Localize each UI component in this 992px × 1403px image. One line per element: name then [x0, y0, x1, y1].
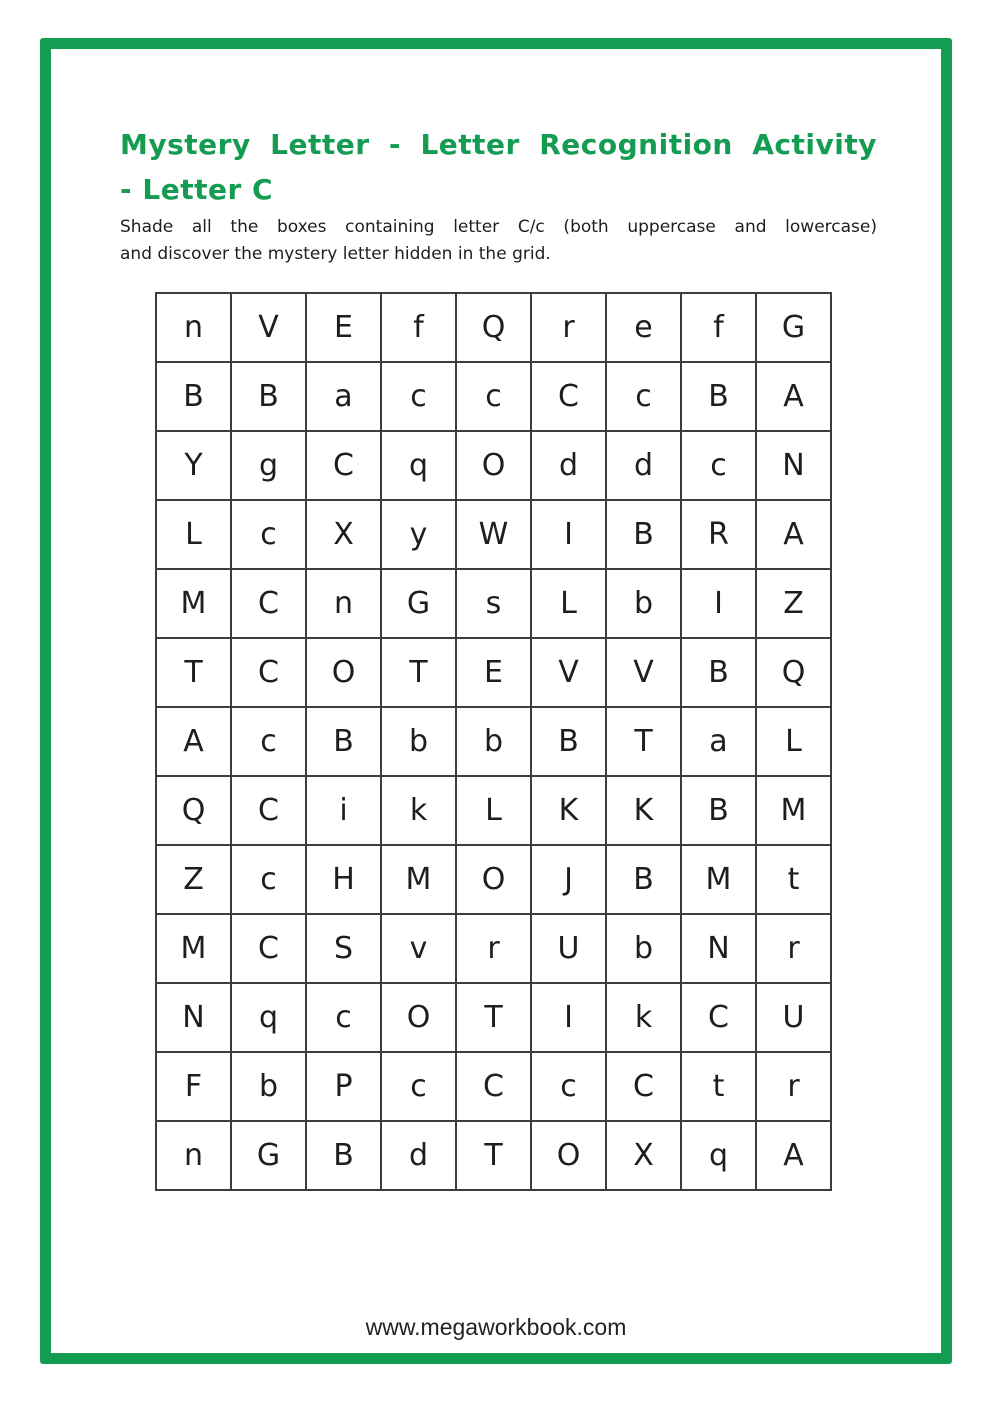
instructions-line-2: and discover the mystery letter hidden in the grid.: [120, 244, 551, 265]
grid-cell[interactable]: c: [381, 1052, 456, 1121]
grid-cell[interactable]: c: [456, 362, 531, 431]
grid-cell[interactable]: C: [456, 1052, 531, 1121]
grid-cell[interactable]: V: [606, 638, 681, 707]
grid-cell[interactable]: L: [531, 569, 606, 638]
grid-cell[interactable]: M: [756, 776, 831, 845]
grid-cell[interactable]: I: [681, 569, 756, 638]
grid-cell[interactable]: y: [381, 500, 456, 569]
grid-cell[interactable]: i: [306, 776, 381, 845]
grid-cell[interactable]: O: [381, 983, 456, 1052]
footer-url: www.megaworkbook.com: [365, 1314, 627, 1340]
grid-cell[interactable]: A: [756, 500, 831, 569]
grid-cell[interactable]: B: [606, 500, 681, 569]
grid-cell[interactable]: B: [306, 1121, 381, 1190]
grid-cell[interactable]: A: [756, 362, 831, 431]
grid-cell[interactable]: T: [606, 707, 681, 776]
grid-cell[interactable]: X: [306, 500, 381, 569]
grid-cell[interactable]: C: [606, 1052, 681, 1121]
grid-cell[interactable]: A: [756, 1121, 831, 1190]
grid-cell[interactable]: Y: [156, 431, 231, 500]
grid-cell[interactable]: Q: [156, 776, 231, 845]
grid-cell[interactable]: N: [756, 431, 831, 500]
page-title-line-1: Mystery Letter - Letter Recognition Activity: [120, 128, 877, 161]
grid-cell[interactable]: L: [756, 707, 831, 776]
grid-cell[interactable]: M: [381, 845, 456, 914]
grid-cell[interactable]: t: [756, 845, 831, 914]
grid-cell[interactable]: B: [531, 707, 606, 776]
grid-cell[interactable]: M: [156, 914, 231, 983]
grid-cell[interactable]: B: [681, 362, 756, 431]
grid-cell[interactable]: v: [381, 914, 456, 983]
grid-cell[interactable]: t: [681, 1052, 756, 1121]
grid-cell[interactable]: n: [306, 569, 381, 638]
grid-cell[interactable]: r: [456, 914, 531, 983]
grid-cell[interactable]: f: [681, 293, 756, 362]
grid-cell[interactable]: d: [381, 1121, 456, 1190]
grid-cell[interactable]: a: [681, 707, 756, 776]
grid-cell[interactable]: Q: [756, 638, 831, 707]
grid-cell[interactable]: U: [531, 914, 606, 983]
grid-cell[interactable]: T: [156, 638, 231, 707]
page-title-line-2: - Letter C: [120, 173, 274, 207]
grid-cell[interactable]: b: [606, 569, 681, 638]
grid-cell[interactable]: A: [156, 707, 231, 776]
grid-cell[interactable]: B: [681, 776, 756, 845]
grid-cell[interactable]: E: [456, 638, 531, 707]
grid-cell[interactable]: O: [456, 431, 531, 500]
grid-cell[interactable]: c: [306, 983, 381, 1052]
grid-cell[interactable]: P: [306, 1052, 381, 1121]
grid-cell[interactable]: g: [231, 431, 306, 500]
grid-cell[interactable]: c: [381, 362, 456, 431]
grid-cell[interactable]: k: [381, 776, 456, 845]
grid-cell[interactable]: V: [231, 293, 306, 362]
grid-cell[interactable]: K: [531, 776, 606, 845]
grid-cell[interactable]: I: [531, 983, 606, 1052]
grid-cell[interactable]: B: [606, 845, 681, 914]
grid-cell[interactable]: n: [156, 1121, 231, 1190]
grid-cell[interactable]: c: [606, 362, 681, 431]
grid-cell[interactable]: U: [756, 983, 831, 1052]
grid-cell[interactable]: O: [456, 845, 531, 914]
grid-cell[interactable]: Q: [456, 293, 531, 362]
grid-cell[interactable]: c: [681, 431, 756, 500]
grid-cell[interactable]: O: [306, 638, 381, 707]
grid-cell[interactable]: H: [306, 845, 381, 914]
grid-cell[interactable]: k: [606, 983, 681, 1052]
grid-cell[interactable]: N: [156, 983, 231, 1052]
grid-cell[interactable]: q: [381, 431, 456, 500]
grid-cell[interactable]: f: [381, 293, 456, 362]
grid-cell[interactable]: G: [381, 569, 456, 638]
grid-cell[interactable]: E: [306, 293, 381, 362]
grid-cell[interactable]: F: [156, 1052, 231, 1121]
grid-cell[interactable]: T: [456, 983, 531, 1052]
grid-cell[interactable]: s: [456, 569, 531, 638]
grid-cell[interactable]: X: [606, 1121, 681, 1190]
instructions-text: [120, 214, 877, 268]
grid-cell[interactable]: T: [456, 1121, 531, 1190]
grid-cell[interactable]: N: [681, 914, 756, 983]
instructions-line-1: Shade all the boxes containing letter C/c (both uppercase and lowercase): [120, 217, 877, 237]
grid-cell[interactable]: Z: [756, 569, 831, 638]
grid-cell[interactable]: T: [381, 638, 456, 707]
grid-cell[interactable]: M: [156, 569, 231, 638]
grid-cell[interactable]: W: [456, 500, 531, 569]
grid-cell[interactable]: L: [456, 776, 531, 845]
grid-cell[interactable]: G: [756, 293, 831, 362]
grid-cell[interactable]: V: [531, 638, 606, 707]
grid-cell[interactable]: I: [531, 500, 606, 569]
grid-cell[interactable]: e: [606, 293, 681, 362]
grid-cell[interactable]: J: [531, 845, 606, 914]
grid-cell[interactable]: G: [231, 1121, 306, 1190]
grid-cell[interactable]: B: [681, 638, 756, 707]
grid-cell[interactable]: R: [681, 500, 756, 569]
grid-cell[interactable]: C: [231, 776, 306, 845]
grid-cell[interactable]: K: [606, 776, 681, 845]
grid-cell[interactable]: d: [606, 431, 681, 500]
grid-cell[interactable]: C: [681, 983, 756, 1052]
grid-cell[interactable]: b: [381, 707, 456, 776]
grid-cell[interactable]: q: [681, 1121, 756, 1190]
grid-cell[interactable]: r: [756, 914, 831, 983]
grid-cell[interactable]: c: [231, 845, 306, 914]
grid-cell[interactable]: b: [456, 707, 531, 776]
grid-cell[interactable]: r: [756, 1052, 831, 1121]
grid-cell[interactable]: B: [156, 362, 231, 431]
grid-cell[interactable]: C: [231, 638, 306, 707]
grid-cell[interactable]: d: [531, 431, 606, 500]
grid-cell[interactable]: a: [306, 362, 381, 431]
grid-cell[interactable]: S: [306, 914, 381, 983]
grid-cell[interactable]: L: [156, 500, 231, 569]
grid-cell[interactable]: c: [531, 1052, 606, 1121]
letter-grid: [155, 292, 832, 1191]
grid-cell[interactable]: C: [231, 914, 306, 983]
grid-cell[interactable]: c: [231, 500, 306, 569]
grid-cell[interactable]: C: [231, 569, 306, 638]
grid-cell[interactable]: n: [156, 293, 231, 362]
grid-cell[interactable]: O: [531, 1121, 606, 1190]
grid-cell[interactable]: M: [681, 845, 756, 914]
grid-cell[interactable]: b: [231, 1052, 306, 1121]
grid-cell[interactable]: B: [231, 362, 306, 431]
grid-cell[interactable]: q: [231, 983, 306, 1052]
grid-cell[interactable]: Z: [156, 845, 231, 914]
grid-cell[interactable]: C: [531, 362, 606, 431]
grid-cell[interactable]: B: [306, 707, 381, 776]
grid-cell[interactable]: C: [306, 431, 381, 500]
page-title: [120, 122, 877, 213]
grid-cell[interactable]: r: [531, 293, 606, 362]
grid-cell[interactable]: b: [606, 914, 681, 983]
grid-cell[interactable]: c: [231, 707, 306, 776]
